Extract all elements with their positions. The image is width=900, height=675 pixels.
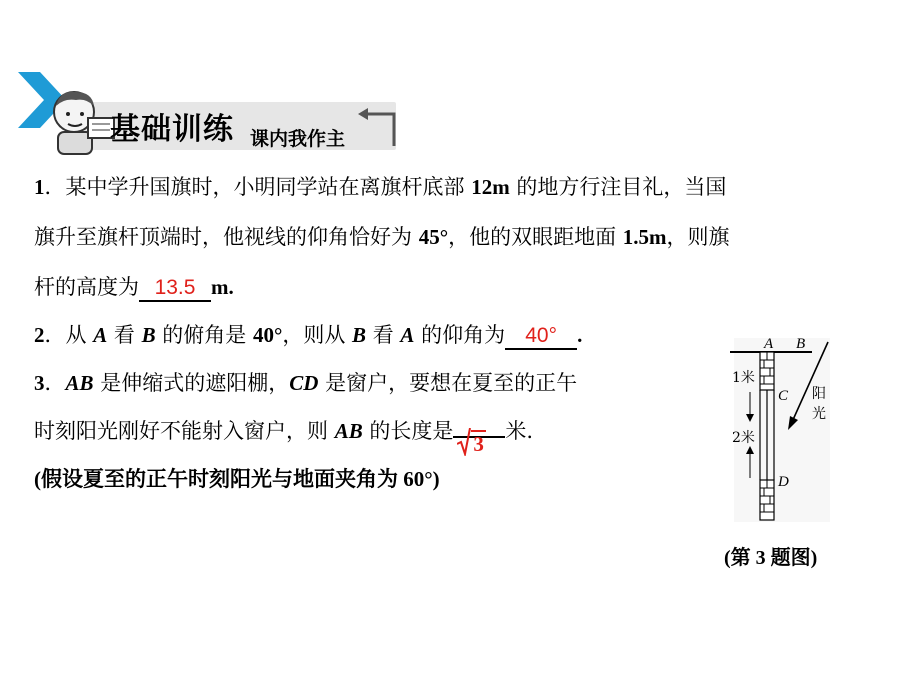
q3-figure bbox=[720, 330, 840, 526]
q1-text: 旗升至旗杆顶端时，他视线的仰角恰好为 bbox=[34, 225, 419, 249]
caption-text: 题图) bbox=[765, 547, 818, 569]
sqrt-icon bbox=[457, 428, 471, 456]
label-d: D bbox=[778, 474, 789, 490]
q2-text: 看 bbox=[107, 323, 142, 347]
q3-note-end: ) bbox=[432, 467, 440, 491]
q2-text: 的俯角是 bbox=[155, 323, 253, 347]
q1-line-2 bbox=[34, 222, 730, 252]
q1-text: 的地方行注目礼，当国 bbox=[509, 175, 727, 199]
q3-note: (假设夏至的正午时刻阳光与地面夹角为 bbox=[34, 467, 404, 491]
label-b: B bbox=[796, 336, 806, 352]
caption-number: 3 bbox=[755, 547, 766, 569]
q3-var: AB bbox=[65, 371, 94, 395]
q1-eye-height: 1.5m bbox=[622, 225, 667, 249]
q2-number: 2 bbox=[34, 323, 45, 347]
label-a: A bbox=[764, 336, 774, 352]
q3-text: 的长度是 bbox=[362, 419, 454, 443]
q1-answer: 13.5 bbox=[139, 276, 211, 302]
q2-angle: 40° bbox=[252, 323, 283, 347]
q2-period: . bbox=[577, 323, 583, 347]
q1-text: ，则旗 bbox=[666, 225, 730, 249]
q2-var: A bbox=[93, 323, 108, 347]
sun-label-2: 光 bbox=[812, 406, 826, 422]
q3-var: CD bbox=[289, 371, 319, 395]
q1-distance: 12m bbox=[471, 175, 510, 199]
q3-var: AB bbox=[334, 419, 363, 443]
dim-top-label: 1米 bbox=[732, 370, 755, 386]
sun-label-1: 阳 bbox=[812, 386, 826, 402]
q3-text: 时刻阳光刚好不能射入窗户，则 bbox=[34, 419, 335, 443]
q2-text: 看 bbox=[366, 323, 401, 347]
q2-answer: 40° bbox=[505, 324, 577, 350]
q1-line-1 bbox=[34, 172, 726, 202]
return-arrow-icon bbox=[356, 106, 400, 150]
q3-note-angle: 60° bbox=[403, 467, 433, 491]
q2-text: ．从 bbox=[44, 323, 94, 347]
q3-answer-radicand: 3 bbox=[473, 432, 484, 456]
dim-mid-label: 2米 bbox=[732, 430, 755, 446]
q2-text: ，则从 bbox=[282, 323, 353, 347]
q3-number: 3 bbox=[34, 371, 45, 395]
q3-answer bbox=[453, 432, 505, 456]
q1-number: 1 bbox=[34, 175, 45, 199]
banner-title: 基础训练 bbox=[110, 112, 234, 147]
wall-lower bbox=[760, 480, 774, 520]
q2-var: B bbox=[141, 323, 156, 347]
q3-line-1 bbox=[34, 368, 577, 398]
q3-line-2 bbox=[34, 416, 534, 456]
section-banner bbox=[18, 72, 398, 156]
q3-text: 是窗户，要想在夏至的正午 bbox=[318, 371, 578, 395]
figure-caption bbox=[724, 541, 817, 570]
label-c: C bbox=[778, 388, 789, 404]
student-mascot-icon bbox=[40, 88, 120, 156]
q1-text: ．某中学升国旗时，小明同学站在离旗杆底部 bbox=[44, 175, 472, 199]
banner-subtitle: 课内我作主 bbox=[250, 128, 346, 150]
q3-text: 米. bbox=[505, 419, 534, 443]
q2-var: A bbox=[400, 323, 415, 347]
q2-line bbox=[34, 320, 582, 350]
q1-unit: m. bbox=[211, 275, 234, 299]
caption-text: (第 bbox=[724, 547, 756, 569]
wall-upper bbox=[760, 352, 774, 390]
q3-text: 是伸缩式的遮阳棚， bbox=[93, 371, 290, 395]
q1-line-3 bbox=[34, 272, 234, 302]
q1-angle: 45° bbox=[418, 225, 449, 249]
q3-line-3 bbox=[34, 464, 440, 494]
q1-text: ，他的双眼距地面 bbox=[448, 225, 623, 249]
q2-text: 的仰角为 bbox=[414, 323, 506, 347]
q1-text: 杆的高度为 bbox=[34, 275, 139, 299]
q2-var: B bbox=[352, 323, 367, 347]
q3-text: ． bbox=[44, 371, 66, 395]
